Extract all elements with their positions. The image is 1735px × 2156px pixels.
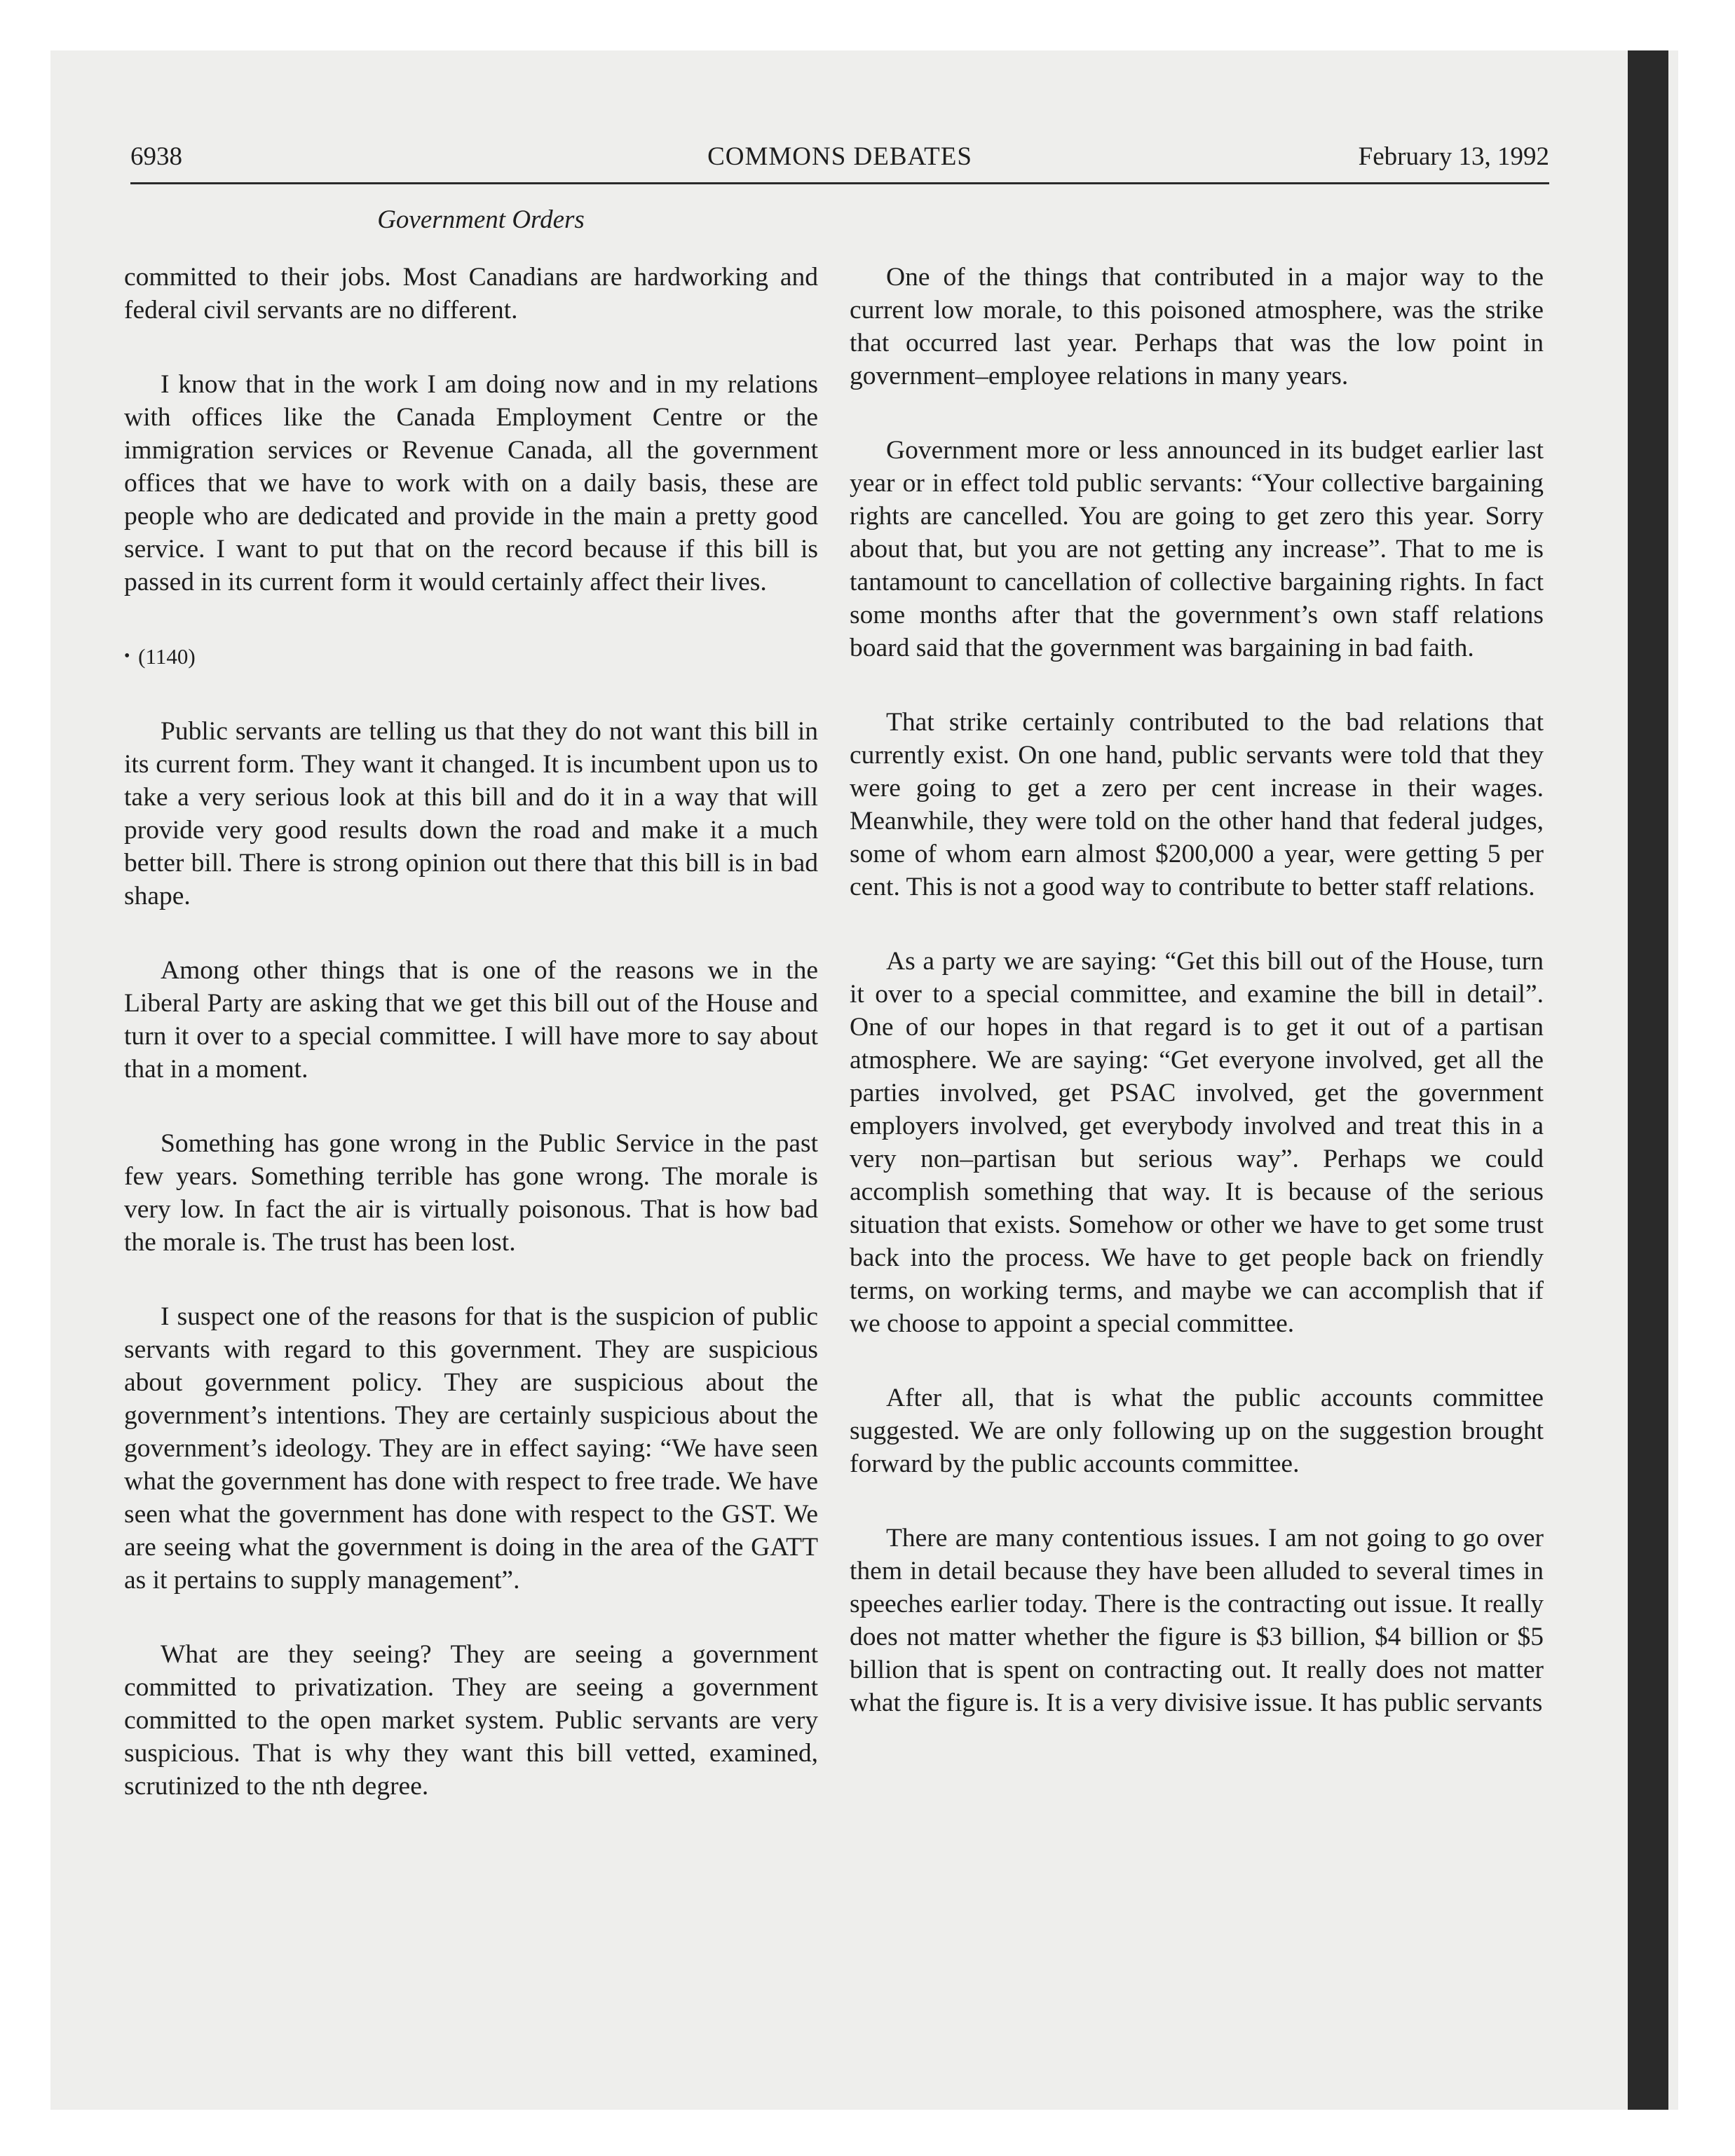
scan-edge-shadow [1628, 50, 1668, 2110]
paragraph: What are they seeing? They are seeing a government committed to privatization. They are seeing a government committed to the open market system. Public servants are very suspicious. That is why they want this bill vetted, examined, scrutinized to the nth degree. [124, 1640, 818, 1801]
paragraph: As a party we are saying: “Get this bill out of the House, turn it over to a special committee, and examine the bill in detail”. One of our hopes in that regard is to get it out of a partisan atmosphere. We are saying: “Get everyone involved, get all the parties involved, get PSAC involved, get the government employers involved, get everybody involved and treat this in a very non–partisan but serious way”. Perhaps we could accomplish something that way. It is because of the serious situation that exists. Somehow or other we have to get some trust back into the process. We have to get people back on friendly terms, on working terms, and maybe we can accomplish that if we choose to appoint a special committee. [850, 947, 1544, 1338]
paragraph: Among other things that is one of the reasons we in the Liberal Party are asking that we get this bill out of the House and turn it over to a special committee. I will have more to say about that in a moment. [124, 956, 818, 1084]
paragraph: After all, that is what the public accounts committee suggested. We are only following up on the suggestion brought forward by the public accounts committee. [850, 1384, 1544, 1478]
paragraph: Something has gone wrong in the Public Service in the past few years. Something terrible has gone wrong. The morale is very low. In fact the air is virtually poisonous. That is how bad the morale is. The trust has been lost. [124, 1129, 818, 1257]
right-column [850, 261, 1544, 1761]
timestamp-time: (1140) [138, 644, 196, 669]
paragraph: There are many contentious issues. I am not going to go over them in detail because they have been alluded to several times in speeches earlier today. There is the contracting out issue. It really does not matter whether the figure is $3 billion, $4 billion or $5 billion that is spent on contracting out. It really does not matter what the figure is. It is a very divisive issue. It has public servants [850, 1524, 1544, 1717]
timestamp [124, 640, 818, 673]
page-date: February 13, 1992 [1358, 142, 1549, 171]
paragraph: That strike certainly contributed to the bad relations that currently exist. On one hand, public servants were told that they were going to get a zero per cent increase in their wages. Meanwhile, they were told on the other hand that federal judges, some of whom earn almost $200,000 a year, were getting 5 per cent. This is not a good way to contribute to better staff relations. [850, 708, 1544, 901]
paragraph: I know that in the work I am doing now and in my relations with offices like the Canada Employment Centre or the immigration services or Revenue Canada, all the government offices that we have to work with on a daily basis, these are people who are dedicated and provide in the main a pretty good service. I want to put that on the record because if this bill is passed in its current form it would certainly affect their lives. [124, 370, 818, 596]
paragraph: Public servants are telling us that they do not want this bill in its current form. They want it changed. It is incumbent upon us to take a very serious look at this bill and do it in a way that will provide very good results down the road and make it a much better bill. There is strong opinion out there that this bill is in bad shape. [124, 717, 818, 910]
paragraph: One of the things that contributed in a major way to the current low morale, to this poisoned atmosphere, was the strike that occurred last year. Perhaps that was the low point in government–employee relations in many years. [850, 263, 1544, 390]
paragraph: I suspect one of the reasons for that is the suspicion of public servants with regard to this government. They are suspicious about government policy. They are suspicious about the government’s intentions. They are certainly suspicious about the government’s ideology. They are in effect saying: “We have seen what the government has done with respect to free trade. We have seen what the government has done with respect to the GST. We are seeing what the government is doing in the area of the GATT as it pertains to supply management”. [124, 1302, 818, 1595]
paragraph: committed to their jobs. Most Canadians are hardworking and federal civil servants are no different. [124, 263, 818, 325]
left-column [124, 261, 818, 1844]
section-title: Government Orders [377, 205, 585, 234]
paragraph: Government more or less announced in its budget earlier last year or in effect told public servants: “Your collective bargaining rights are cancelled. You are going to get zero this year. Sorry about that, but you are not getting any increase”. That to me is tantamount to cancellation of collective bargaining rights. In fact some months after that the government’s own staff relations board said that the government was bargaining in bad faith. [850, 436, 1544, 662]
bullet-icon: • [124, 647, 130, 665]
page-number: 6938 [130, 142, 182, 171]
page-header [130, 137, 1549, 184]
publication-title: COMMONS DEBATES [707, 142, 972, 171]
